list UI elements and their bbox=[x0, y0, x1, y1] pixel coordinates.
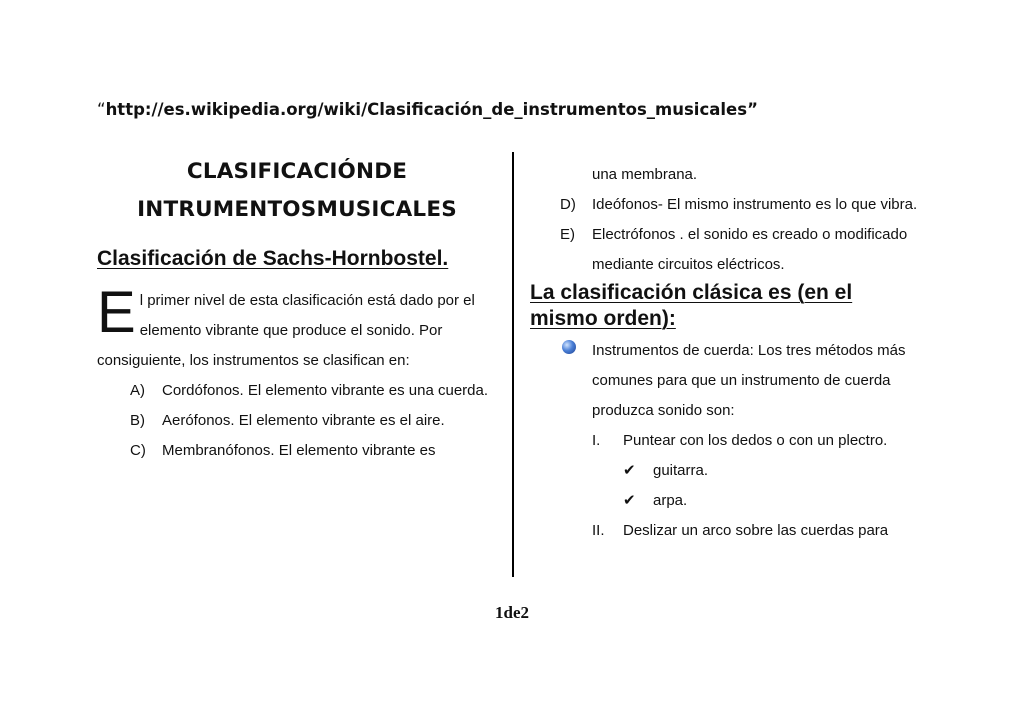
left-column bbox=[97, 150, 497, 466]
list-item-text: Puntear con los dedos o con un plectro. bbox=[623, 432, 888, 449]
continued-text: una membrana. bbox=[592, 166, 698, 183]
intro-paragraph bbox=[97, 280, 497, 376]
title-line-1: CLASIFICACIÓNDE bbox=[186, 159, 408, 184]
list-item bbox=[130, 406, 497, 436]
methods-list bbox=[592, 426, 950, 456]
page-number: 1de2 bbox=[495, 603, 529, 622]
right-column bbox=[530, 160, 950, 546]
list-item-label: B) bbox=[130, 412, 145, 429]
source-url: http://es.wikipedia.org/wiki/Clasificación_de_instrumentos_musicales bbox=[105, 100, 748, 119]
document-title bbox=[97, 153, 497, 229]
list-item-text: Cordófonos. El elemento vibrante es una cuerda. bbox=[162, 382, 489, 399]
source-url-header bbox=[97, 100, 957, 119]
list-item bbox=[560, 190, 950, 220]
list-item-label: D) bbox=[560, 196, 576, 213]
check-mark-icon: ✔ bbox=[623, 462, 636, 479]
instrument-class-list-continued bbox=[560, 190, 950, 280]
list-item-text: Ideófonos- El mismo instrumento es lo que vibra. bbox=[592, 196, 918, 213]
list-item-text: Aerófonos. El elemento vibrante es el aire. bbox=[162, 412, 445, 429]
section-heading-clasica: La clasificación clásica es (en el mismo orden): bbox=[530, 281, 853, 330]
blue-sphere-bullet-icon bbox=[562, 340, 576, 354]
bullet-text: Instrumentos de cuerda: Los tres métodos más comunes para que un instrumento de cuerda produzca sonido son: bbox=[592, 342, 906, 419]
string-instruments-bullet bbox=[530, 336, 950, 426]
list-item bbox=[592, 516, 950, 546]
list-item bbox=[130, 376, 497, 406]
close-quote: ” bbox=[747, 100, 758, 119]
open-quote: “ bbox=[97, 100, 106, 119]
examples-list bbox=[623, 456, 950, 516]
list-item-text: Electrófonos . el sonido es creado o modificado mediante circuitos eléctricos. bbox=[592, 226, 908, 273]
list-item-label: A) bbox=[130, 382, 145, 399]
list-item-text: arpa. bbox=[653, 492, 688, 509]
list-item-label: C) bbox=[130, 442, 146, 459]
list-item-text: guitarra. bbox=[653, 462, 709, 479]
list-item bbox=[592, 426, 950, 456]
section-heading-sachs-hornbostel: Clasificación de Sachs-Hornbostel. bbox=[97, 247, 449, 270]
list-item bbox=[130, 436, 497, 466]
intro-text: l primer nivel de esta clasificación está dado por el elemento vibrante que produce el sonido. Por consiguiente, los instrumentos se clasifican en: bbox=[97, 292, 475, 369]
list-item bbox=[623, 486, 950, 516]
methods-list-continued bbox=[592, 516, 950, 546]
title-line-2: INTRUMENTOSMUSICALES bbox=[137, 197, 457, 222]
list-item bbox=[560, 220, 950, 280]
list-item-label: II. bbox=[592, 522, 605, 539]
check-mark-icon: ✔ bbox=[623, 492, 636, 509]
instrument-class-list bbox=[130, 376, 497, 466]
list-item-label: E) bbox=[560, 226, 575, 243]
list-item bbox=[623, 456, 950, 486]
drop-cap-letter: E bbox=[97, 280, 136, 345]
list-item-text: Deslizar un arco sobre las cuerdas para bbox=[623, 522, 889, 539]
column-divider bbox=[512, 152, 514, 577]
list-item-label: I. bbox=[592, 432, 601, 449]
list-item-text: Membranófonos. El elemento vibrante es bbox=[162, 442, 436, 459]
